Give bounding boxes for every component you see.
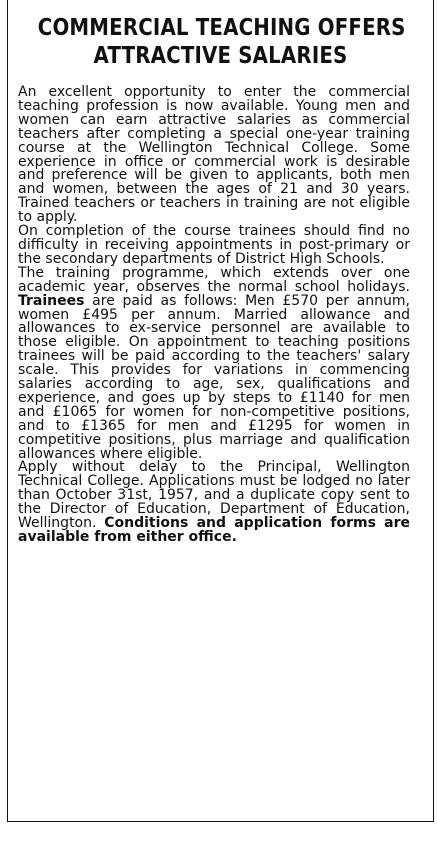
trainees-bold: Trainees <box>18 292 85 309</box>
paragraph-opportunity: An excellent opportunity to enter the commercial teaching profession is now available. Young men and women can earn attractive salaries as commercial teachers after completing a special one-year training course at the Wellington Technical College. Some experience in office or commercial work is desirable and preference will be given to applicants, both men and women, between the ages of 21 and 30 years. Trained teachers or teachers in training are not eligible to apply. <box>18 84 410 226</box>
headline-line-1: COMMERCIAL TEACHING OFFERS <box>37 15 406 41</box>
paragraph-apply-text: Apply without delay to the Principal, Wellington Technical College. Applications must be lodged no later than October 31st, 1957, and a duplicate copy sent to the Director of Education, Department of Education, Wellington. <box>18 459 410 532</box>
paragraph-completion: On completion of the course trainees should find no difficulty in receiving appointments in post-primary or the secondary departments of District High Schools. <box>18 223 410 267</box>
article-body <box>18 86 410 545</box>
paragraph-apply <box>18 461 410 544</box>
conditions-bold: Conditions and application forms are available from either office. <box>18 515 410 545</box>
headline <box>38 14 404 70</box>
headline-line-2: ATTRACTIVE SALARIES <box>93 43 348 69</box>
paragraph-training-programme <box>18 264 410 462</box>
paragraph-training-text-b: are paid as follows: Men £570 per annum, women £495 per annum. Married allowance and allowances to ex-service personnel are available to those eligible. On appointment to teaching positions trainees will be paid according to the teachers' salary scale. This provides for variations in commencing salaries according to age, sex, qualifications and experience, and goes up by steps to £1140 for men and £1065 for women for non-competitive positions, and to £1365 for men and £1295 for women in competitive positions, plus marriage and qualification allowances where eligible. <box>18 292 410 462</box>
paragraph-training-text-a: The training programme, which extends over one academic year, observes the normal school holidays. <box>18 264 410 295</box>
